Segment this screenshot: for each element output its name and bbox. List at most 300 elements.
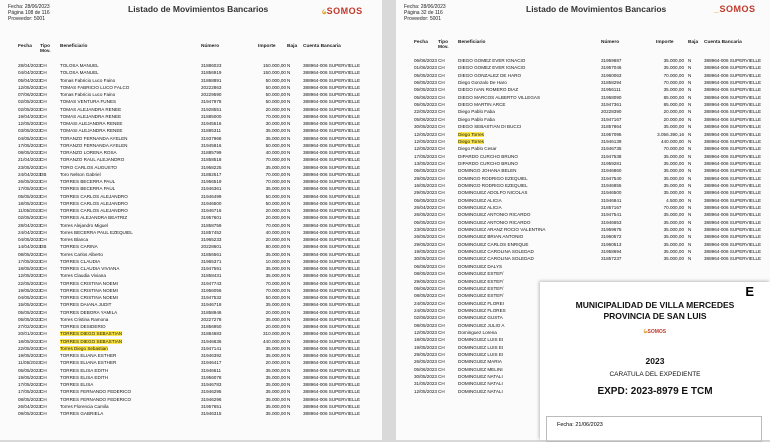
expediente-cover — [540, 282, 770, 440]
row-beneficiario: TOMAS FABRICIO LUCO FALCO — [60, 84, 130, 90]
row-fecha: 30/05/2023 — [414, 374, 437, 380]
table-row — [396, 183, 770, 190]
row-numero: 31946296 — [201, 396, 222, 402]
row-tipo: DB — [40, 171, 47, 177]
row-beneficiario: DOMINGUEZ ADOLFO NICOLAS — [458, 190, 528, 196]
table-row — [0, 288, 382, 295]
row-importe: 35.000,00 — [663, 190, 684, 196]
row-fecha: 24/05/2023 — [414, 307, 437, 313]
row-tipo: CH — [40, 193, 47, 199]
row-tipo: CH — [438, 285, 445, 291]
row-importe: 35.000,00 — [663, 160, 684, 166]
row-beneficiario: TORRES CARLOS ALEJANDRO — [60, 193, 128, 199]
row-beneficiario: TOMASI ALEJANDRA RENEE — [60, 121, 123, 126]
table-row — [0, 244, 382, 251]
row-tipo: CH — [438, 109, 445, 115]
row-numero: 31957095 — [601, 131, 622, 137]
row-tipo: CH — [438, 271, 445, 277]
row-tipo: CH — [40, 302, 47, 308]
row-numero: 31956111 — [601, 87, 621, 93]
col-tipo-header: Tipo Mov. — [438, 40, 449, 50]
row-importe: 70.000,00 — [265, 280, 286, 286]
table-row — [396, 220, 770, 227]
row-numero: 31959675 — [601, 227, 622, 233]
table-row — [0, 150, 382, 157]
row-tipo: CH — [438, 352, 445, 357]
row-cuenta: 388964-006 SUPERVIELLE — [303, 186, 361, 192]
row-numero: 31947978 — [201, 99, 222, 105]
row-beneficiario: Diego Pablo Faba — [458, 109, 495, 115]
row-beneficiario: TORRES CRISTINA NOEMI — [60, 280, 118, 286]
row-numero: 31960572 — [601, 234, 622, 240]
row-numero: 31946361 — [201, 186, 222, 192]
row-cuenta: 388964-006 SUPERVIELLE — [704, 175, 762, 181]
row-numero: 31958225 — [201, 164, 222, 170]
col-baja-header: Baja — [287, 44, 298, 49]
row-importe: 35.000,00 — [663, 124, 684, 130]
table-row — [396, 198, 770, 205]
row-baja: N — [287, 331, 291, 337]
row-numero: 31960513 — [601, 241, 622, 247]
row-numero: 31858759 — [201, 222, 222, 228]
row-fecha: 12/05/2023 — [414, 329, 437, 335]
row-baja: N — [688, 131, 692, 137]
row-tipo: CH — [438, 72, 445, 78]
row-cuenta: 388964-006 SUPERVIELLE — [303, 135, 361, 141]
somos-logo — [714, 4, 756, 14]
page-title: Listado de Movimientos Bancarios — [128, 4, 269, 14]
row-baja: N — [688, 116, 692, 122]
row-numero: 31946855 — [601, 182, 622, 188]
row-cuenta: 388964-006 SUPERVIELLE — [303, 237, 361, 242]
col-cuenta-header: Cuenta Bancaria — [704, 40, 742, 45]
table-row — [0, 165, 382, 172]
table-row — [0, 237, 382, 244]
row-cuenta: 388964-006 SUPERVIELLE — [704, 124, 762, 130]
row-importe: 70.000,00 — [265, 171, 286, 177]
row-fecha: 17/05/2023 — [18, 186, 41, 192]
row-numero: 31947141 — [201, 345, 222, 351]
row-beneficiario: TOMASI ALEJANDRA RENEE — [60, 128, 123, 134]
row-tipo: CH — [40, 229, 47, 235]
row-cuenta: 388964-006 SUPERVIELLE — [303, 331, 361, 337]
row-tipo: CH — [438, 256, 445, 262]
page-number: Página 108 de 116 — [8, 10, 50, 17]
row-importe: 440.000,00 — [661, 138, 684, 144]
row-importe: 85.000,00 — [663, 102, 684, 108]
row-beneficiario: TORRES CARINA — [60, 244, 98, 250]
row-fecha: 05/05/2023 — [414, 102, 437, 108]
row-tipo: CH — [438, 300, 445, 306]
row-fecha: 03/05/2023 — [18, 128, 41, 134]
row-cuenta: 388964-006 SUPERVIELLE — [303, 222, 361, 228]
table-row — [0, 215, 382, 222]
row-beneficiario: TOLOSA MANUEL — [60, 63, 99, 68]
row-tipo: CH — [438, 388, 445, 394]
row-tipo: CH — [40, 251, 47, 257]
row-importe: 35.000,00 — [663, 175, 684, 181]
row-fecha: 31/05/2023 — [414, 381, 437, 387]
row-tipo: CH — [438, 359, 445, 365]
row-fecha: 05/05/2023 — [414, 87, 437, 93]
row-baja: N — [287, 382, 291, 387]
table-row — [0, 266, 382, 273]
row-fecha: 26/04/2023 — [414, 205, 437, 210]
row-tipo: CH — [438, 190, 445, 196]
row-baja: N — [688, 227, 692, 233]
row-numero: 31956078 — [201, 374, 222, 380]
row-beneficiario: TORRES CRISTINA NOEMI — [60, 295, 118, 300]
row-fecha: 04/05/2023 — [18, 135, 41, 141]
row-tipo: CH — [40, 222, 47, 228]
row-fecha: 26/05/2023 — [414, 359, 437, 365]
row-importe: 35.000,00 — [265, 273, 286, 279]
row-cuenta: 388964-006 SUPERVIELLE — [303, 106, 361, 112]
row-cuenta: 388964-006 SUPERVIELLE — [303, 171, 361, 177]
row-beneficiario: DOMINGUEZ LUIS EI — [458, 352, 504, 357]
table-row — [0, 389, 382, 396]
cover-fecha: Fecha: 21/06/2023 — [557, 422, 603, 428]
table-row — [396, 227, 770, 234]
row-beneficiario: TORRES DIEGO SEBASTIAN — [60, 338, 123, 344]
row-cuenta: 388964-006 SUPERVIELLE — [704, 168, 762, 174]
row-importe: 70.000,00 — [663, 146, 684, 152]
row-numero: 31884683 — [201, 331, 222, 337]
row-cuenta: 388964-006 SUPERVIELLE — [704, 153, 762, 159]
row-numero: 31947743 — [201, 280, 222, 286]
row-tipo: CH — [40, 208, 47, 213]
row-fecha: 18/05/2023 — [18, 200, 41, 206]
row-beneficiario: DOMINGUEZ ESTEF/ — [458, 293, 504, 299]
row-cuenta: 388964-006 SUPERVIELLE — [704, 72, 762, 78]
table-row — [0, 353, 382, 360]
table-row — [0, 382, 382, 389]
row-numero: 31946139 — [601, 138, 622, 144]
table-row — [0, 172, 382, 179]
row-beneficiario: TORRES CARLOS ALEJANDRO — [60, 208, 128, 213]
row-numero: 31856950 — [201, 324, 222, 329]
col-fecha-header: Fecha — [18, 44, 32, 49]
table-row — [0, 252, 382, 259]
row-baja: N — [287, 84, 291, 90]
row-baja: N — [287, 302, 291, 308]
row-cuenta: 388964-006 SUPERVIELLE — [303, 295, 361, 300]
row-baja: N — [287, 251, 291, 257]
row-importe: 70.000,00 — [265, 157, 286, 163]
row-fecha: 26/05/2023 — [414, 212, 437, 218]
row-cuenta: 388964-006 SUPERVIELLE — [303, 382, 361, 387]
col-numero-header: Número — [601, 40, 620, 45]
table-row — [396, 176, 770, 183]
row-tipo: CH — [40, 92, 47, 97]
row-numero: 31857237 — [601, 256, 622, 262]
table-row — [396, 102, 770, 109]
row-cuenta: 388964-006 SUPERVIELLE — [303, 215, 361, 221]
row-fecha: 15/05/2023 — [18, 302, 41, 308]
row-baja: N — [287, 63, 291, 68]
row-beneficiario: DOMINGUEZ ESTEF/ — [458, 271, 504, 277]
row-importe: 35.000,00 — [265, 382, 286, 387]
row-baja: N — [688, 175, 692, 181]
table-row — [0, 339, 382, 346]
table-row — [0, 302, 382, 309]
row-importe: 35.000,00 — [265, 345, 286, 351]
table-row — [396, 264, 770, 271]
row-numero: 31937968 — [201, 135, 222, 141]
row-tipo: CH — [438, 182, 445, 188]
row-beneficiario: Torres Alejandro Miguel — [60, 222, 109, 228]
row-fecha: 12/05/2023 — [18, 273, 41, 279]
row-fecha: 17/05/2023 — [18, 382, 41, 387]
fecha-value: 28/06/2023 — [420, 4, 446, 10]
row-baja: N — [688, 72, 692, 78]
fecha-label: Fecha: — [8, 4, 24, 10]
table-row — [0, 179, 382, 186]
row-importe: 440.000,00 — [263, 338, 286, 344]
row-tipo: CH — [438, 102, 445, 108]
col-cuenta-header: Cuenta Bancaria — [303, 44, 341, 49]
row-cuenta: 388964-006 SUPERVIELLE — [303, 99, 361, 105]
municipality-name: MUNICIPALIDAD DE VILLA MERCEDES — [575, 300, 735, 310]
row-tipo: CH — [40, 411, 47, 416]
row-baja: N — [287, 215, 291, 221]
row-beneficiario: TORANZO FERNANDA AYELEN — [60, 135, 128, 141]
row-tipo: CH — [438, 124, 445, 130]
row-cuenta: 388964-006 SUPERVIELLE — [303, 273, 361, 279]
row-cuenta: 388964-006 SUPERVIELLE — [303, 150, 361, 155]
row-beneficiario: Diego Torres — [458, 131, 484, 137]
table-row — [0, 186, 382, 193]
row-fecha: 19/05/2023 — [414, 249, 437, 255]
row-beneficiario: Tomas Fabricio Luco Faino — [60, 77, 116, 83]
row-fecha: 05/05/2023 — [18, 316, 41, 322]
row-tipo: CH — [438, 234, 445, 240]
row-baja: N — [287, 403, 291, 409]
row-baja: N — [688, 109, 692, 115]
row-beneficiario: DIEGO MARTIN ARCE — [458, 102, 506, 108]
row-cuenta: 388964-006 SUPERVIELLE — [303, 338, 361, 344]
row-fecha: 29/05/2023 — [414, 241, 437, 247]
row-importe: 35.000,00 — [663, 58, 684, 63]
row-importe: 35.000,00 — [265, 403, 286, 409]
row-beneficiario: TORRES ELIANA ESTHER — [60, 360, 117, 366]
row-numero: 31956056 — [201, 287, 222, 293]
expediente-number: EXPD: 2023-8979 E TCM — [597, 386, 713, 397]
row-baja: N — [688, 65, 692, 71]
row-numero: 20227278 — [201, 316, 222, 322]
row-baja: N — [287, 237, 291, 242]
row-fecha: 29/05/2023 — [414, 190, 437, 196]
row-fecha: 05/06/2023 — [414, 94, 437, 100]
col-numero-header: Número — [201, 44, 220, 49]
col-importe-header: Importe — [258, 44, 276, 49]
row-cuenta: 388964-006 SUPERVIELLE — [704, 146, 762, 152]
row-baja: N — [688, 138, 692, 144]
row-numero: 31857452 — [201, 229, 222, 235]
row-tipo: CH — [40, 273, 47, 279]
province-name: PROVINCIA DE SAN LUIS — [603, 311, 707, 321]
row-numero: 31946392 — [201, 353, 222, 358]
row-beneficiario: TORRES DAIANA JUDIT — [60, 302, 112, 308]
row-importe: 20.000,00 — [265, 324, 286, 329]
cover-letter: E — [745, 284, 754, 299]
row-numero: 31858518 — [201, 157, 222, 163]
row-numero: 31885000 — [201, 113, 222, 119]
proveedor: Proveedor: 5001 — [8, 16, 45, 23]
table-row — [0, 85, 382, 92]
row-baja: N — [688, 87, 692, 93]
row-beneficiario: DOMINGUEZ ARANZ ROCIO VALENTINA — [458, 227, 546, 233]
row-numero: 31946611 — [201, 367, 222, 373]
row-beneficiario: DOMINGUEZ ESTEF/ — [458, 285, 504, 291]
row-importe: 35.000,00 — [265, 396, 286, 402]
row-numero: 31856919 — [201, 70, 222, 76]
row-beneficiario: DIEGO SEBASTIAN DI BUCCI — [458, 124, 522, 130]
row-numero: 31946500 — [201, 200, 222, 206]
row-numero: 20222863 — [201, 84, 222, 90]
row-tipo: CH — [438, 219, 445, 225]
row-beneficiario: TORANZO FERNANDA AYELEN — [60, 142, 128, 148]
table-row — [0, 411, 382, 418]
table-row — [396, 95, 770, 102]
row-tipo: CH — [438, 58, 445, 63]
row-numero: 31946860 — [601, 168, 622, 174]
row-fecha: 24/04/2023 — [18, 229, 41, 235]
row-beneficiario: TORRES ELISA EDITH — [60, 374, 109, 380]
row-importe: 35.000,00 — [265, 389, 286, 395]
row-fecha: 04/05/2023 — [18, 295, 41, 300]
row-cuenta: 388964-006 SUPERVIELLE — [303, 389, 361, 395]
row-cuenta: 388964-006 SUPERVIELLE — [303, 113, 361, 119]
row-numero: 31928551 — [201, 106, 222, 112]
row-fecha: 22/05/2023 — [414, 109, 437, 115]
row-baja: N — [287, 396, 291, 402]
row-cuenta: 388964-006 SUPERVIELLE — [303, 128, 361, 134]
row-tipo: CH — [40, 164, 47, 170]
row-importe: 20.000,00 — [265, 309, 286, 315]
table-row — [396, 58, 770, 65]
row-baja: N — [688, 58, 692, 63]
row-importe: 20.000,00 — [663, 109, 684, 115]
table-row — [396, 271, 770, 278]
row-numero: 31857864 — [601, 124, 622, 130]
row-fecha: 21/04/2023 — [18, 157, 41, 163]
row-beneficiario: Diego Pablo Cesar — [458, 146, 497, 152]
row-fecha: 19/05/2023 — [18, 374, 41, 380]
row-fecha: 05/06/2023 — [414, 366, 437, 372]
row-cuenta: 388964-006 SUPERVIELLE — [303, 411, 361, 416]
col-beneficiario-header: Beneficiario — [458, 40, 486, 45]
row-beneficiario: TORRES CARLOS ALEJANDRO — [60, 200, 128, 206]
row-beneficiario: DOMINGO RODRIGO EZEQUIEL — [458, 175, 528, 181]
row-importe: 35.000,00 — [663, 87, 684, 93]
row-tipo: CH — [40, 338, 47, 344]
row-importe: 35.000,00 — [265, 374, 286, 380]
table-row — [0, 194, 382, 201]
row-baja: N — [287, 92, 291, 97]
row-numero: 31946783 — [201, 382, 222, 387]
row-cuenta: 388964-006 SUPERVIELLE — [303, 374, 361, 380]
row-tipo: CH — [40, 99, 47, 105]
row-tipo: CH — [40, 280, 47, 286]
row-tipo: CH — [438, 329, 445, 335]
row-cuenta: 388964-006 SUPERVIELLE — [704, 109, 762, 115]
table-row — [0, 360, 382, 367]
row-baja: N — [287, 179, 291, 184]
row-fecha: 07/06/2023 — [18, 92, 41, 97]
row-baja: N — [688, 219, 692, 225]
row-cuenta: 388964-006 SUPERVIELLE — [303, 208, 361, 213]
row-importe: 35.000,00 — [663, 153, 684, 159]
row-cuenta: 388964-006 SUPERVIELLE — [704, 87, 762, 93]
table-row — [0, 63, 382, 70]
row-importe: 50.000,00 — [265, 84, 286, 90]
table-row — [396, 132, 770, 139]
row-numero: 31946295 — [201, 389, 222, 395]
row-numero: 31885799 — [201, 150, 222, 155]
cover-caption: CARATULA DEL EXPEDIENTE — [609, 371, 701, 378]
row-beneficiario: Torres Blanca — [60, 237, 89, 242]
row-fecha: 29/05/2023 — [414, 175, 437, 181]
table-row — [396, 117, 770, 124]
row-fecha: 01/06/2023 — [414, 65, 437, 71]
row-beneficiario: Diego Torres — [458, 138, 484, 144]
cover-fecha-box — [546, 416, 762, 442]
table-row — [0, 128, 382, 135]
row-tipo: CH — [438, 212, 445, 218]
row-fecha: 12/05/2023 — [18, 121, 41, 126]
table-row — [0, 331, 382, 338]
row-beneficiario: Torres BECERRA PAUL EZEQUIEL — [60, 229, 133, 235]
table-row — [396, 73, 770, 80]
row-fecha: 26/05/2023 — [414, 234, 437, 240]
row-tipo: CH — [40, 128, 47, 134]
row-importe: 35.000,00 — [265, 411, 286, 416]
table-row — [0, 223, 382, 230]
row-cuenta: 388964-006 SUPERVIELLE — [303, 353, 361, 358]
logo-mark-icon: ᥀ — [643, 326, 648, 335]
row-cuenta: 388964-006 SUPERVIELLE — [303, 244, 361, 250]
row-importe: 50.000,00 — [265, 142, 286, 148]
row-beneficiario: DIEGO GOMEZ EVER IGNACIO — [458, 58, 526, 63]
row-baja: N — [688, 182, 692, 188]
row-beneficiario: Tomas Fabricio Luco Faino — [60, 92, 116, 97]
row-importe: 20.000,00 — [265, 360, 286, 366]
row-cuenta: 388964-006 SUPERVIELLE — [704, 94, 762, 100]
row-fecha: 19/04/2023 — [18, 113, 41, 119]
row-tipo: CH — [438, 278, 445, 284]
row-fecha: 12/05/2023 — [414, 146, 437, 152]
row-fecha: 19/05/2023 — [414, 344, 437, 350]
row-fecha: 17/05/2023 — [18, 142, 41, 148]
row-numero: 31947540 — [601, 175, 622, 181]
row-fecha: 08/05/2023 — [18, 396, 41, 402]
row-numero: 31947591 — [201, 266, 222, 271]
row-beneficiario: DIEGO GOMEZ EVER IGNACIO — [458, 65, 526, 71]
table-row — [0, 157, 382, 164]
page-title: Listado de Movimientos Bancarios — [526, 4, 667, 14]
row-tipo: CH — [438, 374, 445, 380]
row-numero: 20228390 — [601, 109, 622, 115]
row-beneficiario: DOMINGUEZ FLORES — [458, 307, 506, 313]
row-cuenta: 388964-006 SUPERVIELLE — [303, 280, 361, 286]
row-tipo: CH — [438, 138, 445, 144]
row-tipo: CH — [438, 337, 445, 343]
fecha-label: Fecha: — [404, 4, 420, 10]
row-fecha: 12/05/2023 — [414, 131, 437, 137]
row-tipo: CH — [40, 295, 47, 300]
table-row — [396, 161, 770, 168]
